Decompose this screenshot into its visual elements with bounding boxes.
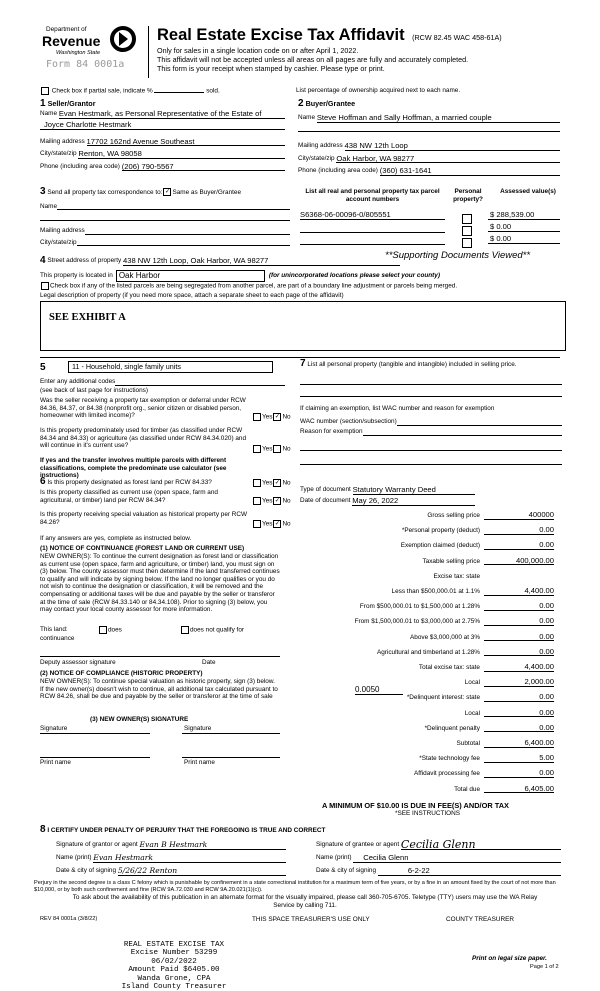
continuance-label: continuance bbox=[40, 635, 75, 642]
dept-line1: Department of bbox=[46, 26, 87, 33]
dept-line2: Revenue bbox=[42, 33, 101, 49]
calc-row bbox=[296, 738, 554, 750]
calc-row-label: Total due bbox=[454, 785, 480, 793]
calc-row-value[interactable]: 5.00 bbox=[484, 754, 554, 763]
seller-city-label: City/state/zip bbox=[40, 150, 77, 158]
receipt-line: Island County Treasurer bbox=[121, 983, 227, 991]
parcel-1[interactable]: S6368-06-00096-0/805551 bbox=[300, 211, 445, 220]
doc-type-label: Type of document bbox=[300, 486, 351, 493]
sec6-q2-no-label: No bbox=[282, 497, 291, 505]
sec6-if-any: If any answers are yes, complete as instructed below. bbox=[40, 535, 192, 542]
calc-row-value[interactable]: 0.00 bbox=[484, 724, 554, 733]
legal-desc-label: Legal description of property (if you need more space, attach a separate sheet to each page of the affidavit) bbox=[40, 292, 344, 299]
seller-num: 1 bbox=[40, 98, 46, 109]
calc-row bbox=[296, 540, 554, 552]
grantor-name-label: Name (print) bbox=[56, 854, 92, 861]
sec5-q1: Was the seller receiving a property tax exemption or deferral under RCW 84.36, 84.37, or 84.38 (nonprofit org., senior citizen or disabled person, homeowner with limited income)? bbox=[40, 397, 246, 420]
sec6-q1-yes[interactable] bbox=[253, 479, 261, 487]
calc-row-label: From $1,500,000.01 to $3,000,000 at 2.75% bbox=[354, 618, 480, 626]
buyer-city-value[interactable]: Oak Harbor, WA 98277 bbox=[336, 155, 560, 164]
new-owner-sig-1[interactable]: Signature bbox=[40, 725, 68, 732]
sec6-q2-yes[interactable] bbox=[253, 497, 261, 505]
sec6-q2-no[interactable]: ✓ bbox=[274, 498, 280, 504]
buyer-num: 2 bbox=[298, 98, 304, 109]
calc-row-label: Total excise tax: state bbox=[418, 664, 480, 671]
sec3-city-label: City/state/zip bbox=[40, 238, 77, 246]
calc-row bbox=[296, 662, 554, 674]
receipt-line: Excise Number 53299 bbox=[130, 949, 218, 958]
calc-row-label: Affidavit processing fee bbox=[414, 770, 480, 778]
codes-note: (see back of last page for instructions) bbox=[40, 387, 148, 394]
sec4-num: 4 bbox=[40, 255, 46, 266]
calc-row-value[interactable]: 6,400.00 bbox=[484, 739, 554, 748]
grantee-sig-label: Signature of grantee or agent bbox=[316, 841, 400, 848]
seller-phone-label: Phone (including area code) bbox=[40, 162, 120, 170]
sec3-num: 3 bbox=[40, 186, 46, 197]
calc-row-label: Excise tax: state bbox=[433, 572, 480, 580]
does-checkbox[interactable] bbox=[99, 626, 107, 634]
buyer-name-label: Name bbox=[298, 114, 316, 122]
seller-mail-label: Mailing address bbox=[40, 137, 85, 145]
form-number-stamp: Form 84 0001a bbox=[46, 59, 125, 70]
sec6-q1-yes-label: Yes bbox=[262, 479, 273, 487]
notice2-title: (2) NOTICE OF COMPLIANCE (HISTORIC PROPERTY) bbox=[40, 670, 203, 677]
sec6-num: 6 bbox=[40, 476, 46, 487]
calc-row-value[interactable]: 0.00 bbox=[484, 526, 554, 535]
located-label: This property is located in bbox=[40, 272, 113, 280]
treasurer-use-only: THIS SPACE TREASURER'S USE ONLY bbox=[252, 916, 370, 923]
land-use-select[interactable]: 11 - Household, single family units bbox=[68, 361, 273, 373]
receipt-line: REAL ESTATE EXCISE TAX bbox=[123, 941, 225, 949]
calc-row bbox=[296, 601, 554, 613]
notice2-text: NEW OWNER(S): To continue special valuation as historic property, sign (3) below. If the new owner(s) doesn't wish to continue, all additional tax calculated pursuant to RCW 84.26, shall be due and payable by the seller or transferor at the time of sale bbox=[40, 678, 278, 701]
buyer-phone-value[interactable]: (360) 631-1641 bbox=[380, 167, 560, 176]
sec5-q2-no[interactable] bbox=[273, 445, 281, 453]
sec6-q3-yes[interactable] bbox=[253, 520, 261, 528]
legal-size-note: Print on legal size paper. bbox=[472, 955, 547, 962]
header-sub2: This affidavit will not be accepted unless all areas on all pages are fully and accurately completed. bbox=[157, 55, 469, 64]
new-owner-print-2[interactable]: Print name bbox=[184, 759, 215, 766]
notice1-title: (1) NOTICE OF CONTINUANCE (FOREST LAND OR CURRENT USE) bbox=[40, 545, 245, 552]
calc-row-label: Exemption claimed (deduct) bbox=[400, 542, 480, 550]
notice1-text: NEW OWNER(S): To continue the current designation as forest land or classification as current use (open space, farm and agriculture, or timber) land, you must sign on (3) below. The county assessor must then determine if the land transferred continues to qualify and will indicate by signing below. If the land no longer qualifies or you do not wish to continue the designation or classification, it will be removed and the compensating or additional taxes will be due and payable by the seller or transferor at the time of sale (RCW 84.33.140 or 84.34.108). Prior to signing (3) below, you may contact your local county assessor for more information. bbox=[40, 553, 280, 614]
seller-name-value[interactable]: Evan Hestmark, as Personal Representative of the Estate of bbox=[59, 110, 285, 119]
sec5-q2-yes[interactable] bbox=[253, 445, 261, 453]
seller-name-label: Name bbox=[40, 110, 58, 118]
calc-row bbox=[296, 586, 554, 598]
calc-row-value[interactable]: 4,400.00 bbox=[484, 587, 554, 596]
segregated-checkbox[interactable] bbox=[41, 282, 49, 290]
calc-row-label: Local bbox=[464, 709, 480, 717]
sec6-q1: Is this property designated as forest land per RCW 84.33? bbox=[47, 479, 212, 486]
segregated-label: Check box if any of the listed parcels are being segregated from another parcel, are part of a boundary line adjustment or parcels being merged. bbox=[50, 282, 458, 290]
does-label: does bbox=[108, 626, 122, 634]
sec6-q3-no-label: No bbox=[282, 520, 291, 528]
partial-sold: sold. bbox=[206, 87, 220, 95]
located-note: (for unincorporated locations please select your county) bbox=[268, 272, 440, 280]
sec6-q3: Is this property receiving special valuation as historical property per RCW 84.26? bbox=[40, 511, 248, 526]
calc-row-value[interactable]: 2,000.00 bbox=[484, 678, 554, 687]
new-owner-sig-2[interactable]: Signature bbox=[184, 725, 212, 732]
assessed-header: Assessed value(s) bbox=[500, 188, 556, 195]
calc-row-label: Subtotal bbox=[456, 740, 480, 747]
grantor-date-city[interactable]: 5/26/22 Renton bbox=[118, 867, 286, 876]
doc-date-label: Date of document bbox=[300, 497, 351, 504]
codes-label: Enter any additional codes bbox=[40, 378, 116, 385]
notice3-title: (3) NEW OWNER(S) SIGNATURE bbox=[90, 716, 189, 723]
sec6-q1-no-label: No bbox=[282, 479, 291, 487]
calc-row-label: *State technology fee bbox=[419, 755, 480, 763]
sec6-q1-no[interactable]: ✓ bbox=[274, 480, 280, 486]
calc-row-label: Agricultural and timberland at 1.28% bbox=[376, 648, 480, 656]
receipt-line: Wanda Grone, CPA bbox=[137, 974, 211, 983]
buyer-heading: Buyer/Grantee bbox=[305, 99, 356, 108]
grantor-sig-label: Signature of grantor or agent bbox=[56, 841, 138, 848]
calc-row-label: *Personal property (deduct) bbox=[401, 527, 480, 535]
page-number: Page 1 of 2 bbox=[530, 964, 559, 970]
calc-row-label: *Delinquent penalty bbox=[424, 724, 480, 732]
buyer-mail-value[interactable]: 438 NW 12th Loop bbox=[345, 142, 560, 151]
sec6-q3-no[interactable]: ✓ bbox=[274, 521, 280, 527]
form-title: Real Estate Excise Tax Affidavit bbox=[157, 26, 405, 44]
calc-row-value[interactable]: 6,405.00 bbox=[484, 785, 554, 794]
sec5-num: 5 bbox=[40, 361, 46, 373]
sec7-text: List all personal property (tangible and intangible) included in selling price. bbox=[307, 361, 517, 368]
doc-type-value[interactable]: Statutory Warranty Deed bbox=[353, 486, 475, 495]
assessed-3[interactable]: $ 0.00 bbox=[488, 235, 560, 244]
minimum-due: A MINIMUM OF $10.00 IS DUE IN FEE(S) AND/OR TAX bbox=[322, 801, 509, 810]
calc-row bbox=[296, 556, 554, 568]
see-instructions: *SEE INSTRUCTIONS bbox=[395, 810, 460, 817]
calc-row-label: *Delinquent interest: state bbox=[406, 694, 480, 702]
deputy-date-label: Date bbox=[202, 659, 216, 666]
supporting-docs: **Supporting Documents Viewed** bbox=[385, 250, 531, 261]
sec5-q2-no-label: No bbox=[282, 445, 291, 453]
calc-row-value[interactable]: 0.00 bbox=[484, 633, 554, 642]
grantor-date-label: Date & city of signing bbox=[56, 867, 117, 874]
calc-row bbox=[296, 677, 554, 689]
header-sub1: Only for sales in a single location code on or after April 1, 2022. bbox=[157, 46, 359, 55]
dor-logo-icon bbox=[110, 26, 136, 52]
seller-city-value[interactable]: Renton, WA 98058 bbox=[78, 150, 285, 159]
calc-row-label: Less than $500,000.01 at 1.1% bbox=[391, 588, 480, 595]
sec7-num: 7 bbox=[300, 358, 306, 369]
calc-row-value[interactable]: 0.00 bbox=[484, 769, 554, 778]
sec5-q2-yes-label: Yes bbox=[262, 445, 273, 453]
calc-row-value[interactable]: 0.00 bbox=[484, 709, 554, 718]
county-treasurer: COUNTY TREASURER bbox=[446, 916, 514, 923]
calc-row-value[interactable]: 0.00 bbox=[484, 541, 554, 550]
rev-number: REV 84 0001a (3/8/22) bbox=[40, 916, 98, 922]
grantor-signature[interactable]: Evan B Hestmark bbox=[140, 841, 287, 850]
grantee-name-label: Name (print) bbox=[316, 854, 352, 861]
calc-row-value[interactable]: 0.00 bbox=[484, 648, 554, 657]
doc-date-value[interactable]: May 26, 2022 bbox=[352, 497, 475, 506]
seller-name-value2[interactable]: Joyce Charlotte Hestmark bbox=[40, 121, 285, 130]
grantee-date-city[interactable]: 6-2-22 bbox=[378, 867, 561, 876]
sec8-num: 8 bbox=[40, 824, 46, 835]
sec5-q1-no[interactable]: ✓ bbox=[274, 414, 280, 420]
this-land-label: This land: bbox=[40, 626, 68, 633]
calc-row bbox=[296, 616, 554, 628]
personal-property-header: Personal property? bbox=[453, 188, 483, 203]
sec5-q1-yes-label: Yes bbox=[262, 413, 273, 421]
alt-format-notice: To ask about the availability of this publication in an alternate format for the visually impaired, please call 360-705-6705. Teletype (TTY) users may use the WA Relay Service by calling 711. bbox=[72, 894, 538, 909]
grantee-name-print[interactable]: Cecilia Glenn bbox=[353, 854, 561, 863]
parcel-list-header: List all real and personal property tax parcel account numbers bbox=[305, 188, 440, 203]
grantee-signature[interactable]: Cecilia Glenn bbox=[401, 841, 561, 850]
street-label: Street address of property bbox=[47, 257, 122, 264]
treasurer-receipt-stamp bbox=[112, 941, 236, 991]
personal-property-checkbox-3[interactable] bbox=[462, 238, 472, 248]
calc-row-value[interactable]: 0.00 bbox=[484, 617, 554, 626]
street-value[interactable]: 438 NW 12th Loop, Oak Harbor, WA 98277 bbox=[123, 257, 400, 266]
calc-row bbox=[296, 510, 554, 522]
reason-label: Reason for exemption bbox=[300, 428, 363, 435]
calc-row-label: Local bbox=[464, 679, 480, 687]
calc-row-label: Gross selling price bbox=[427, 512, 480, 519]
does-not-label: does not qualify for bbox=[190, 626, 244, 634]
wac-label: WAC number (section/subsection) bbox=[300, 418, 397, 425]
calc-row bbox=[296, 784, 554, 796]
sec3-text: Send all property tax correspondence to: bbox=[47, 189, 163, 196]
calc-row-value[interactable]: 400000 bbox=[484, 511, 554, 520]
buyer-mail-label: Mailing address bbox=[298, 142, 343, 149]
receipt-line: 06/02/2022 bbox=[151, 957, 197, 966]
sec3-mail-label: Mailing address bbox=[40, 227, 85, 235]
local-rate[interactable]: 0.0050 bbox=[355, 686, 403, 695]
calc-row bbox=[296, 692, 554, 704]
dept-line3: Washington State bbox=[56, 50, 101, 56]
perjury-notice: Perjury in the second degree is a class C felony which is punishable by confinement in a state correctional institution for a maximum term of five years, or by a fine in an amount fixed by the court of not more than $10,000, or by both such confinement and fine (RCW 9A.72.030 and RCW 9A.20.021(1)(c)). bbox=[34, 880, 556, 893]
assessed-1[interactable]: $ 288,539.00 bbox=[488, 211, 560, 220]
same-as-buyer-checkbox[interactable]: ✓ bbox=[164, 189, 170, 196]
does-not-checkbox[interactable] bbox=[181, 626, 189, 634]
grantee-date-label: Date & city of signing bbox=[316, 867, 377, 874]
calc-row-value[interactable]: 0.00 bbox=[484, 602, 554, 611]
sec5-q2b: If yes and the transfer involves multiple parcels with different classifications, complete the predominate use calculator (see instructions) bbox=[40, 457, 227, 480]
sec6-q2: Is this property classified as current use (open space, farm and agricultural, or timber) land per RCW 84.34? bbox=[40, 489, 218, 504]
receipt-line: Amount Paid $6405.00 bbox=[128, 966, 220, 975]
calc-row bbox=[296, 647, 554, 659]
calc-row bbox=[296, 753, 554, 765]
sec5-q1-no-label: No bbox=[282, 413, 291, 421]
grantor-name-print[interactable]: Evan Hestmark bbox=[93, 854, 286, 863]
seller-phone-value[interactable]: (206) 790-5567 bbox=[122, 163, 285, 172]
header-sub3: This form is your receipt when stamped by cashier. Please type or print. bbox=[157, 64, 385, 73]
calc-row bbox=[296, 525, 554, 537]
certify-text: I CERTIFY UNDER PENALTY OF PERJURY THAT THE FOREGOING IS TRUE AND CORRECT bbox=[47, 827, 326, 834]
calc-row-value[interactable]: 0.00 bbox=[484, 693, 554, 702]
deputy-sig-label: Deputy assessor signature bbox=[40, 659, 116, 666]
buyer-name-value[interactable]: Steve Hoffman and Sally Hoffman, a married couple bbox=[317, 114, 560, 123]
sec6-q3-yes-label: Yes bbox=[262, 520, 273, 528]
sec5-q2a: Is this property predominately used for timber (as classified under RCW 84.34 and 84.33) or agriculture (as classified under RCW 84.34.020) and will continue in it's current use? bbox=[40, 427, 247, 450]
calc-row bbox=[296, 708, 554, 720]
legal-desc-box[interactable] bbox=[40, 301, 566, 351]
seller-mail-value[interactable]: 17702 162nd Avenue Southeast bbox=[87, 138, 285, 147]
sec5-q1-yes[interactable] bbox=[253, 413, 261, 421]
buyer-city-label: City/state/zip bbox=[298, 154, 335, 162]
new-owner-print-1[interactable]: Print name bbox=[40, 759, 71, 766]
buyer-phone-label: Phone (including area code) bbox=[298, 167, 378, 175]
calc-row bbox=[296, 768, 554, 780]
partial-sale-label: Check box if partial sale, indicate % bbox=[51, 87, 153, 95]
sec3-name-label: Name bbox=[40, 202, 58, 210]
seller-heading: Seller/Grantor bbox=[47, 99, 96, 108]
exempt-text: If claiming an exemption, list WAC number and reason for exemption bbox=[300, 405, 495, 412]
calc-row-label: Above $3,000,000 at 3% bbox=[410, 633, 480, 641]
calc-row bbox=[296, 723, 554, 735]
sec3-same-as: Same as Buyer/Grantee bbox=[172, 189, 242, 196]
form-title-ref: (RCW 82.45 WAC 458-61A) bbox=[412, 33, 502, 42]
legal-desc-value: SEE EXHIBIT A bbox=[49, 312, 126, 323]
assessed-2[interactable]: $ 0.00 bbox=[488, 223, 560, 232]
list-pct-note: List percentage of ownership acquired next to each name. bbox=[296, 87, 461, 94]
calc-row-value[interactable]: 400,000.00 bbox=[484, 557, 554, 566]
sec6-q2-yes-label: Yes bbox=[262, 497, 273, 505]
calc-row-value[interactable]: 4,400.00 bbox=[484, 663, 554, 672]
partial-sale-checkbox[interactable] bbox=[41, 87, 49, 95]
calc-row-label: Taxable selling price bbox=[422, 557, 480, 565]
calc-row bbox=[296, 571, 554, 583]
calc-row bbox=[296, 632, 554, 644]
located-select[interactable]: Oak Harbor bbox=[116, 270, 265, 282]
dor-logo bbox=[40, 26, 140, 78]
calc-row-label: From $500,000.01 to $1,500,000 at 1.28% bbox=[359, 603, 480, 611]
